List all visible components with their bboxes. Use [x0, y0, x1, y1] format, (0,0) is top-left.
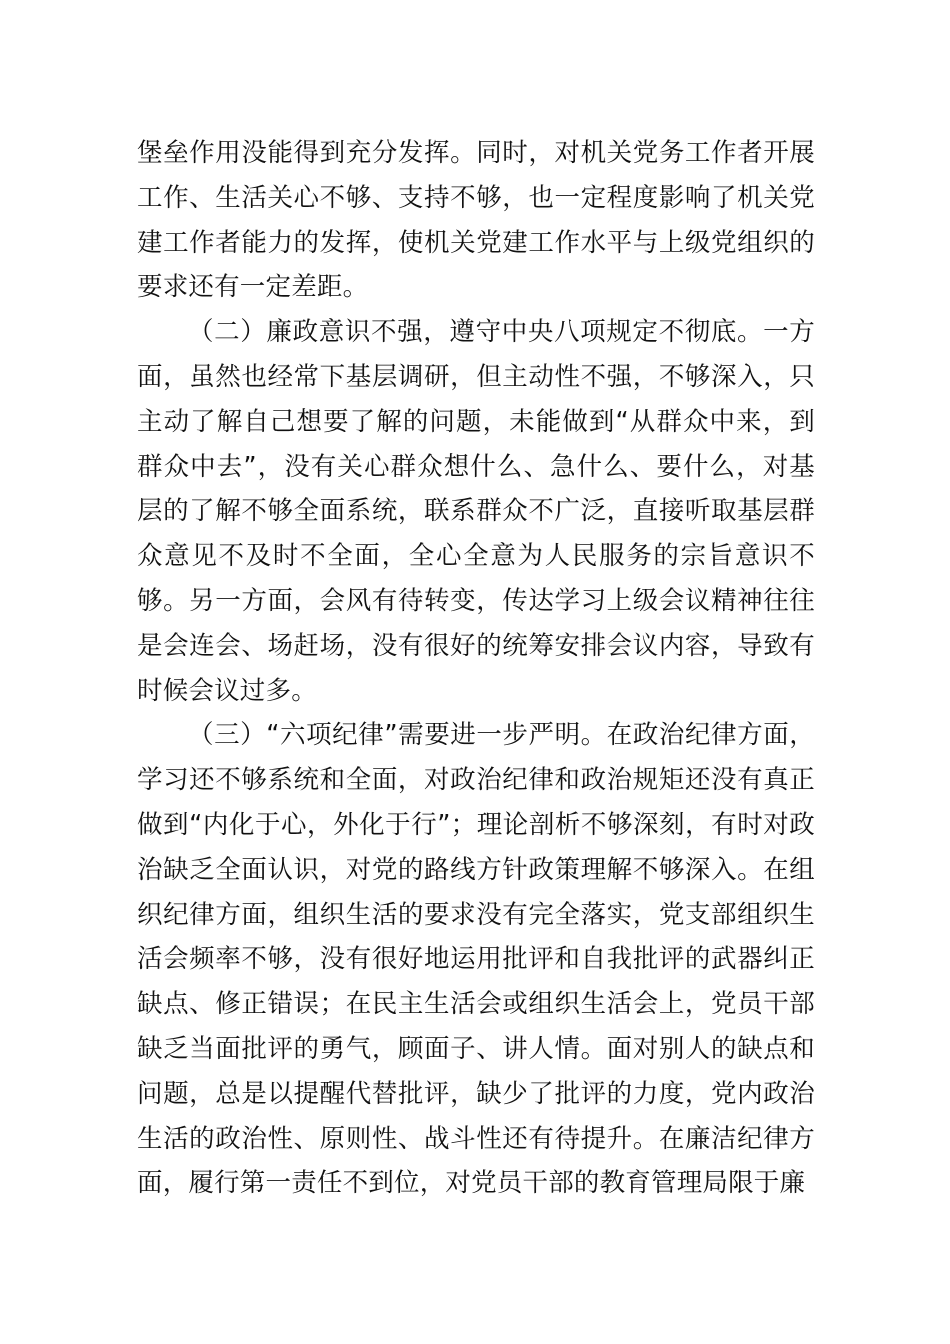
- document-body: [137, 131, 815, 1206]
- paragraph-3: （三）“六项纪律”需要进一步严明。在政治纪律方面，学习还不够系统和全面，对政治纪律和政治规矩还没有真正做到“内化于心，外化于行”；理论剖析不够深刻，有时对政治缺乏全面认识，对党的路线方针政策理解不够深入。在组织纪律方面，组织生活的要求没有完全落实，党支部组织生活会频率不够，没有很好地运用批评和自我批评的武器纠正缺点、修正错误；在民主生活会或组织生活会上，党员干部缺乏当面批评的勇气，顾面子、讲人情。面对别人的缺点和问题，总是以提醒代替批评，缺少了批评的力度，党内政治生活的政治性、原则性、战斗性还有待提升。在廉洁纪律方面，履行第一责任不到位，对党员干部的教育管理局限于廉: [137, 720, 815, 1199]
- paragraph-2: （二）廉政意识不强，遵守中央八项规定不彻底。一方面，虽然也经常下基层调研，但主动性不强，不够深入，只主动了解自己想要了解的问题，未能做到“从群众中来，到群众中去”，没有关心群众想什么、急什么、要什么，对基层的了解不够全面系统，联系群众不广泛，直接听取基层群众意见不及时不全面，全心全意为人民服务的宗旨意识不够。另一方面，会风有待转变，传达学习上级会议精神往往是会连会、场赶场，没有很好的统筹安排会议内容，导致有时候会议过多。: [137, 317, 815, 706]
- paragraph-1: 堡垒作用没能得到充分发挥。同时，对机关党务工作者开展工作、生活关心不够、支持不够，也一定程度影响了机关党建工作者能力的发挥，使机关党建工作水平与上级党组织的要求还有一定差距。: [137, 138, 815, 303]
